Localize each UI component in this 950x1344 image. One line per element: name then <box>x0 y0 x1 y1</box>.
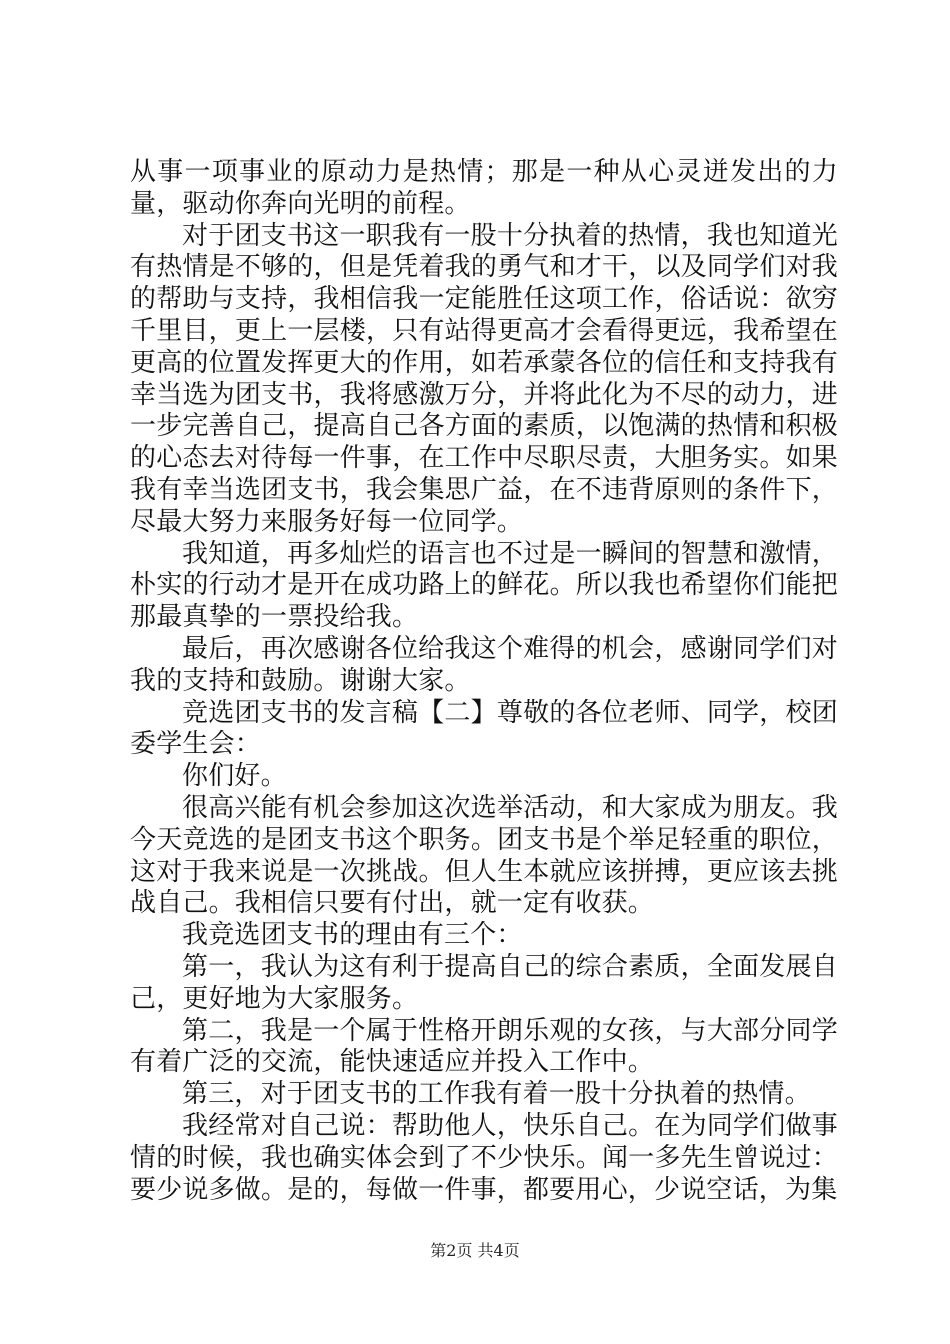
section-heading-paragraph: 竞选团支书的发言稿【二】尊敬的各位老师、同学，校团委学生会： <box>130 697 838 760</box>
paragraph: 我经常对自己说：帮助他人，快乐自己。在为同学们做事情的时候，我也确实体会到了不少快乐。闻一多先生曾说过：要少说多做。是的，每做一件事，都要用心，少说空话，为集 <box>130 1110 838 1205</box>
paragraph: 从事一项事业的原动力是热情；那是一种从心灵迸发出的力量，驱动你奔向光明的前程。 <box>130 157 838 219</box>
paragraph: 第三，对于团支书的工作我有着一股十分执着的热情。 <box>182 1079 811 1110</box>
paragraph: 我知道，再多灿烂的语言也不过是一瞬间的智慧和激情，朴实的行动才是开在成功路上的鲜花。所以我也希望你们能把那最真挚的一票投给我。 <box>130 538 838 633</box>
paragraph: 最后，再次感谢各位给我这个难得的机会，感谢同学们对我的支持和鼓励。谢谢大家。 <box>130 633 838 696</box>
paragraph: 第二，我是一个属于性格开朗乐观的女孩，与大部分同学有着广泛的交流，能快速适应并投入工作中。 <box>130 1015 838 1078</box>
document-body <box>130 157 838 1206</box>
paragraph: 很高兴能有机会参加这次选举活动，和大家成为朋友。我今天竞选的是团支书这个职务。团支书是个举足轻重的职位，这对于我来说是一次挑战。但人生本就应该拼搏，更应该去挑战自己。我相信只要有付出，就一定有收获。 <box>130 792 838 919</box>
paragraph: 对于团支书这一职我有一股十分执着的热情，我也知道光有热情是不够的，但是凭着我的勇气和才干，以及同学们对我的帮助与支持，我相信我一定能胜任这项工作，俗话说：欲穷千里目，更上一层楼，只有站得更高才会看得更远，我希望在更高的位置发挥更大的作用，如若承蒙各位的信任和支持我有幸当选为团支书，我将感激万分，并将此化为不尽的动力，进一步完善自己，提高自己各方面的素质，以饱满的热情和积极的心态去对待每一件事，在工作中尽职尽责，大胆务实。如果我有幸当选团支书，我会集思广益，在不违背原则的条件下，尽最大努力来服务好每一位同学。 <box>130 220 838 537</box>
paragraph: 第一，我认为这有利于提高自己的综合素质，全面发展自己，更好地为大家服务。 <box>130 951 838 1014</box>
page-number-footer: 第2页 共4页 <box>430 1241 520 1260</box>
paragraph: 我竞选团支书的理由有三个： <box>182 920 523 951</box>
paragraph: 你们好。 <box>182 761 287 792</box>
